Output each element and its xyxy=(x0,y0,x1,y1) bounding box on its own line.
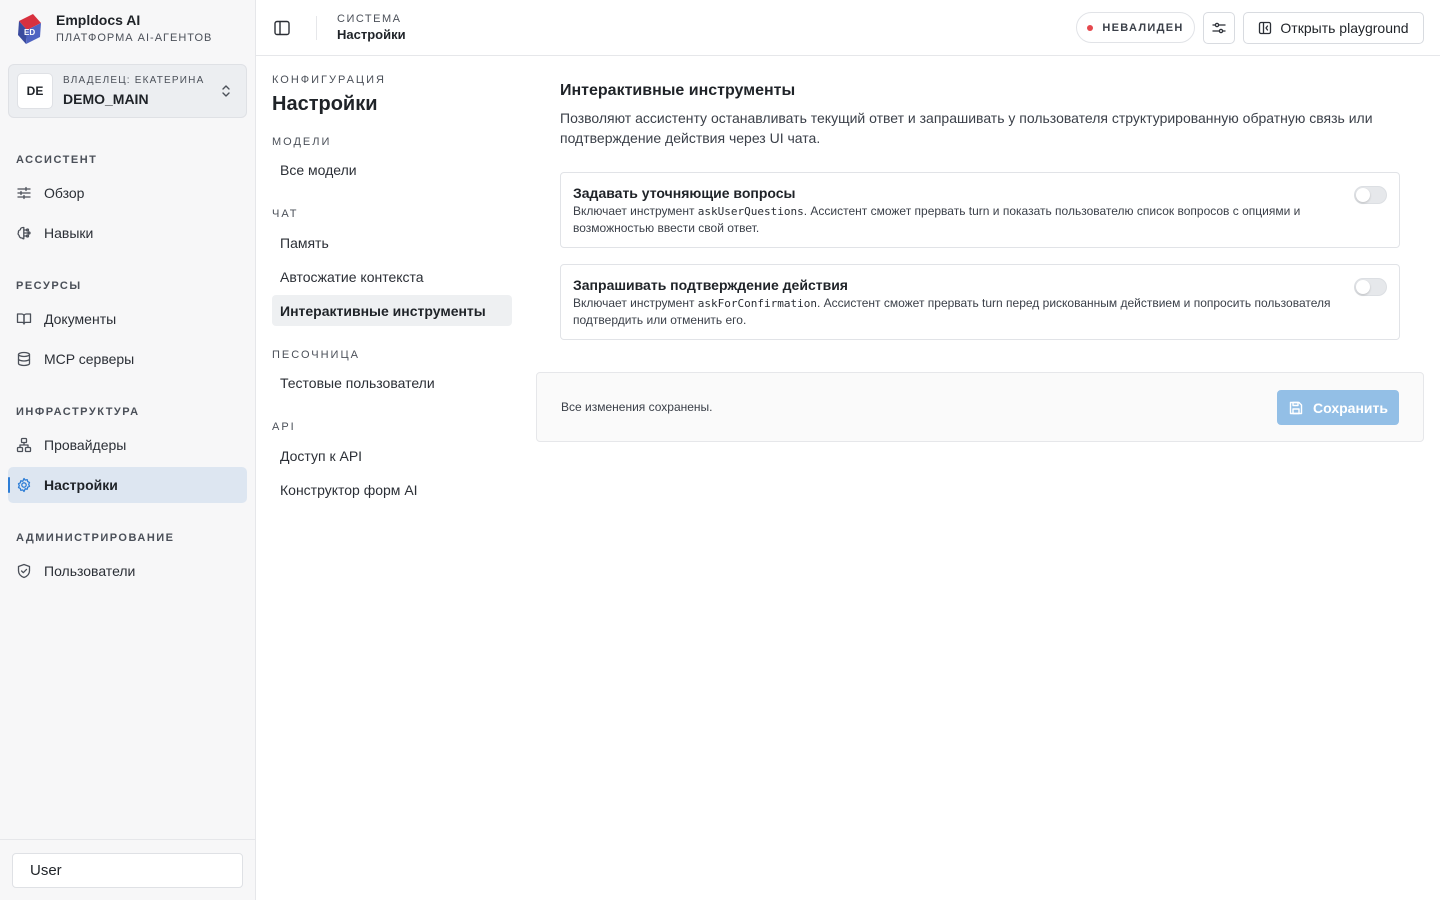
settings-group-api: API xyxy=(272,421,296,433)
book-open-icon xyxy=(16,311,32,327)
tool-card-ask-for-confirmation xyxy=(560,264,1400,340)
save-bar xyxy=(536,372,1424,442)
sidebar-item-label: Документы xyxy=(44,311,117,327)
settings-item-context-compression[interactable]: Автосжатие контекста xyxy=(280,268,424,285)
user-menu[interactable]: User xyxy=(12,853,243,888)
shield-check-icon xyxy=(16,563,32,579)
sidebar-item-users[interactable] xyxy=(8,553,247,589)
sidebar-item-label: Навыки xyxy=(44,225,94,241)
status-dot xyxy=(1087,25,1093,31)
sidebar-item-label: MCP серверы xyxy=(44,351,135,367)
workspace-avatar: DE xyxy=(17,73,53,109)
tool-description: Включает инструмент askUserQuestions. Ассистент сможет прервать turn и показать пользователю список вопросов с опциями и возможностью ввести свой ответ. xyxy=(573,204,1301,235)
filters-button[interactable] xyxy=(1203,12,1235,44)
settings-item-interactive-tools[interactable]: Интерактивные инструменты xyxy=(272,295,512,326)
brand-logo-icon xyxy=(16,13,44,45)
open-playground-label: Открыть playground xyxy=(1280,20,1409,36)
workspace-name: DEMO_MAIN xyxy=(63,90,149,107)
breadcrumb-page: Настройки xyxy=(337,27,406,42)
settings-item-all-models[interactable]: Все модели xyxy=(280,161,357,178)
status-badge xyxy=(1076,12,1195,43)
tool-card-ask-user-questions xyxy=(560,172,1400,248)
sidebar-item-documents[interactable] xyxy=(8,301,247,337)
sidebar-item-label: Пользователи xyxy=(44,563,136,579)
settings-nav-title: Настройки xyxy=(272,93,378,115)
floppy-disk-icon xyxy=(1288,400,1304,416)
tool-name: Запрашивать подтверждение действия xyxy=(573,277,848,293)
page-title: Интерактивные инструменты xyxy=(560,82,796,99)
settings-item-memory[interactable]: Память xyxy=(280,234,329,251)
brand-title: Empldocs AI xyxy=(56,12,141,28)
tool-name: Задавать уточняющие вопросы xyxy=(573,185,796,201)
settings-nav-kicker: КОНФИГУРАЦИЯ xyxy=(272,74,386,86)
brand-subtitle: ПЛАТФОРМА AI-АГЕНТОВ xyxy=(56,32,213,44)
breadcrumb xyxy=(337,13,406,43)
nav-section-administration: АДМИНИСТРИРОВАНИЕ xyxy=(16,532,175,544)
settings-item-test-users[interactable]: Тестовые пользователи xyxy=(280,374,435,391)
sidebar-item-settings[interactable] xyxy=(8,467,247,503)
save-status: Все изменения сохранены. xyxy=(561,400,713,414)
workspace-owner: ВЛАДЕЛЕЦ: ЕКАТЕРИНА xyxy=(63,74,205,86)
nav-section-resources: РЕСУРСЫ xyxy=(16,280,82,292)
sliders-horizontal-icon xyxy=(1211,20,1227,36)
toggle-knob xyxy=(1356,188,1370,202)
ask-for-confirmation-toggle[interactable] xyxy=(1354,278,1387,296)
toggle-knob xyxy=(1356,280,1370,294)
sidebar-item-skills[interactable] xyxy=(8,215,247,251)
nav-section-assistant: АССИСТЕНТ xyxy=(16,154,98,166)
topbar xyxy=(256,0,1440,56)
brain-icon xyxy=(16,225,32,241)
breadcrumb-section: СИСТЕМА xyxy=(337,13,402,25)
settings-group-models: МОДЕЛИ xyxy=(272,136,332,148)
ask-user-questions-toggle[interactable] xyxy=(1354,186,1387,204)
settings-group-sandbox: ПЕСОЧНИЦА xyxy=(272,349,360,361)
sidebar-item-providers[interactable] xyxy=(8,427,247,463)
tool-code: askForConfirmation xyxy=(697,297,817,310)
workspace-switcher[interactable] xyxy=(8,64,247,118)
panel-left-icon xyxy=(1258,21,1272,35)
settings-item-api-access[interactable]: Доступ к API xyxy=(280,447,363,464)
network-icon xyxy=(16,437,32,453)
nav-section-infrastructure: ИНФРАСТРУКТУРА xyxy=(16,406,140,418)
sidebar-item-label: Обзор xyxy=(44,185,85,201)
save-button[interactable] xyxy=(1277,390,1399,425)
topbar-divider xyxy=(316,16,317,40)
chevron-up-down-icon xyxy=(218,82,234,100)
sidebar-footer xyxy=(0,839,256,900)
sidebar-item-mcp-servers[interactable] xyxy=(8,341,247,377)
page-description: Позволяют ассистенту останавливать текущий ответ и запрашивать у пользователя структурированную обратную связь или подтверждение действия через UI чата. xyxy=(560,110,1373,146)
sliders-icon xyxy=(16,185,32,201)
sidebar-item-overview[interactable] xyxy=(8,175,247,211)
tool-code: askUserQuestions xyxy=(697,205,804,218)
status-text: НЕВАЛИДЕН xyxy=(1102,21,1184,34)
svg-text:ED: ED xyxy=(24,27,36,37)
sidebar-item-label: Настройки xyxy=(44,477,118,493)
save-label: Сохранить xyxy=(1313,399,1388,416)
tool-description: Включает инструмент askForConfirmation. Ассистент сможет прервать turn перед рискованным действием и попросить пользователя подтвердить или отменить его. xyxy=(573,296,1331,327)
settings-item-ai-form-builder[interactable]: Конструктор форм AI xyxy=(280,481,418,498)
settings-group-chat: ЧАТ xyxy=(272,208,299,220)
open-playground-button[interactable] xyxy=(1243,12,1424,44)
sidebar xyxy=(0,0,256,900)
brand[interactable] xyxy=(16,12,212,45)
gear-icon xyxy=(16,477,32,493)
sidebar-toggle-icon[interactable] xyxy=(273,19,291,37)
sidebar-item-label: Провайдеры xyxy=(44,437,127,453)
database-icon xyxy=(16,351,32,367)
